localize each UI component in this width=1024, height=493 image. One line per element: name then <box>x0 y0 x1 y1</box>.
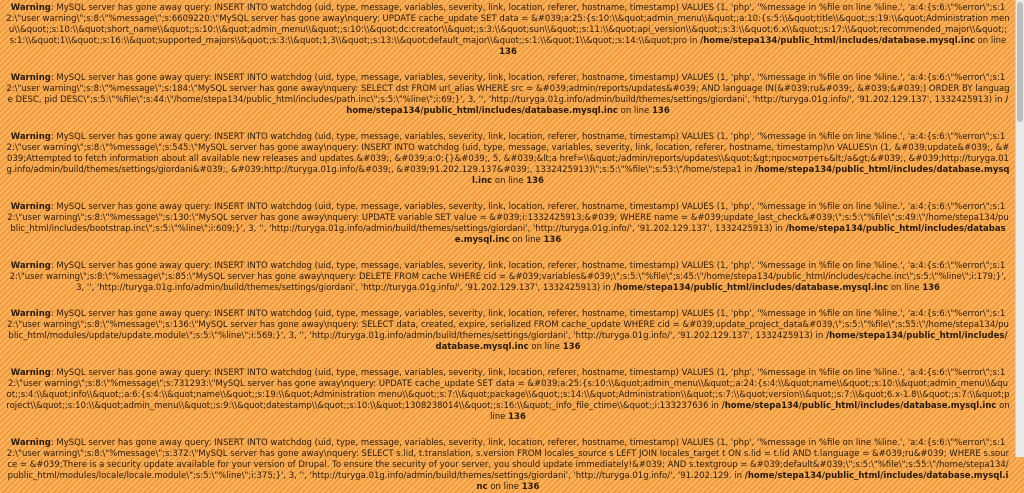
warning-label: Warning <box>10 438 51 448</box>
warning-file-path: /home/stepa134/public_html/includes/database.mysql.inc <box>700 36 975 46</box>
on-line-label: on line <box>890 283 920 293</box>
on-line-label: on line <box>512 235 541 245</box>
warning-line-number: 136 <box>543 235 562 245</box>
on-line-label: on line <box>490 401 1010 422</box>
warning-line-number: 136 <box>499 47 517 57</box>
warning-text: : MySQL server has gone away query: INSERT INTO watchdog (uid, type, message, variables, severity, link, location, referer, hostname, timestamp) VALUES (1, 'php', '%message in %file on line %line.', 'a:4:{s:6:\"%error\";s:12:\"user warning\";s:8:\"%message\";s:545:\"MySQL server has gone away\nquery: INSERT INTO watchdog (uid, type, message, variables, severity, link, location, referer, hostname, timestamp)\n VALUES\n (1, &#039;update&#039;, &#039;Attempted to fetch information about all available new releases and updates.&#039;, &#039;a:0:{}&#039;, 5, &#039;&lt;a href=\\&quot;/admin/reports/updates\\&quot;&gt;просмотреть&lt;/a&gt;&#039;, &#039;http://turyga.01g.info/admin/build/themes/settings/giordani&#039;, &#039;http://turyga.01g.info/&#039;, &#039;91.202.129.137&#039;, 1332425913)\";s:5:\"%file\";s:53:\"/home/stepa1 in <box>6 132 1010 175</box>
warning-message <box>6 73 1010 117</box>
on-line-label: on line <box>620 106 650 116</box>
warning-line-number: 136 <box>508 412 526 422</box>
warning-label: Warning <box>10 309 51 319</box>
on-line-label: on line <box>494 176 524 186</box>
warning-message <box>6 202 1010 246</box>
warning-message <box>6 261 1010 294</box>
warning-text: : MySQL server has gone away query: INSERT INTO watchdog (uid, type, message, variables, severity, link, location, referer, hostname, timestamp) VALUES (1, 'php', '%message in %file on line %line.', 'a:4:{s:6:\"%error\";s:12:\"user warning\";s:8:\"%message\";s:372:\"MySQL server has gone away\nquery: SELECT s.lid, t.translation, s.version FROM locales_source s LEFT JOIN locales_target t ON s.lid = t.lid AND t.language = &#039;ru&#039; WHERE s.source = &#039;There is a security update available for your version of Drupal. To ensure the security of your server, you should update immediately!&#039; AND s.textgroup = &#039;default&#039;\";s:5:\"%file\";s:55:\"/home/stepa134/public_html/modules/locale/locale.module\";s:5:\"%line\";i:375;}', 3, '', 'http://turyga.01g.info/admin/build/themes/settings/giordani', 'http://turyga.01g.info/', '91.202.129. in <box>6 438 1010 481</box>
warning-label: Warning <box>10 73 51 83</box>
warning-file-path: /home/stepa134/public_html/includes/database.mysql.inc <box>346 95 1009 116</box>
warning-file-path: /home/stepa134/public_html/includes/database.mysql.inc <box>435 331 1008 352</box>
warning-label: Warning <box>10 132 51 142</box>
warning-file-path: /home/stepa134/public_html/includes/database.mysql.inc <box>454 224 1006 245</box>
warning-message <box>6 368 1010 423</box>
warning-message <box>6 3 1010 58</box>
on-line-label: on line <box>531 342 561 352</box>
scrollbar-thumb[interactable] <box>1017 2 1023 122</box>
warning-line-number: 136 <box>562 342 581 352</box>
warning-text: : MySQL server has gone away query: INSERT INTO watchdog (uid, type, message, variables, severity, link, location, referer, hostname, timestamp) VALUES (1, 'php', '%message in %file on line %line.', 'a:4:{s:6:\"%error\";s:12:\"user warning\";s:8:\"%message\";s:184:\"MySQL server has gone away\nquery: SELECT dst FROM url_alias WHERE src = &#039;admin/reports/updates&#039; AND language IN(&#039;ru&#039;, &#039;&#039;) ORDER BY language DESC, pid DESC\";s:5:\"%file\";s:44:\"/home/stepa134/public_html/includes/path.inc\";s:5:\"%line\";i:69;}', 3, '', 'http://turyga.01g.info/admin/build/themes/settings/giordani', 'http://turyga.01g.info/', '91.202.129.137', 1332425913) in <box>6 73 1010 105</box>
warning-message <box>6 438 1010 493</box>
warning-text: : MySQL server has gone away query: INSERT INTO watchdog (uid, type, message, variables, severity, link, location, referer, hostname, timestamp) VALUES (1, 'php', '%message in %file on line %line.', 'a:4:{s:6:\"%error\";s:12:\"user warning\";s:8:\"%message\";s:731293:\"MySQL server has gone away\nquery: UPDATE cache_update SET data = &#039;a:25:{s:10:\\&quot;admin_menu\\&quot;;a:24:{s:4:\\&quot;name\\&quot;;s:10:\\&quot;admin_menu\\&quot;;s:4:\\&quot;info\\&quot;;a:6:{s:4:\\&quot;name\\&quot;;s:19:\\&quot;Administration menu\\&quot;;s:7:\\&quot;package\\&quot;;s:14:\\&quot;Administration\\&quot;;s:7:\\&quot;version\\&quot;;s:7:\\&quot;6.x-1.8\\&quot;;s:7:\\&quot;project\\&quot;;s:10:\\&quot;admin_menu\\&quot;;s:9:\\&quot;datestamp\\&quot;;s:10:\\&quot;1308238014\\&quot;;s:16:\\&quot;_info_file_ctime\\&quot;;i:133237636 in <box>6 368 1010 411</box>
warning-label: Warning <box>10 368 51 378</box>
warning-text: : MySQL server has gone away query: INSERT INTO watchdog (uid, type, message, variables, severity, link, location, referer, hostname, timestamp) VALUES (1, 'php', '%message in %file on line %line.', 'a:4:{s:6:\"%error\";s:12:\"user warning\";s:8:\"%message\";s:6609220:\"MySQL server has gone away\nquery: UPDATE cache_update SET data = &#039;a:25:{s:10:\\&quot;admin_menu\\&quot;;a:10:{s:5:\\&quot;title\\&quot;;s:19:\\&quot;Administration menu\\&quot;;s:10:\\&quot;short_name\\&quot;;s:10:\\&quot;admin_menu\\&quot;;s:10:\\&quot;dc:creator\\&quot;;s:3:\\&quot;sun\\&quot;;s:11:\\&quot;api_version\\&quot;;s:3:\\&quot;6.x\\&quot;;s:17:\\&quot;recommended_major\\&quot;;s:1:\\&quot;1\\&quot;;s:16:\\&quot;supported_majors\\&quot;;s:3:\\&quot;1,3\\&quot;;s:13:\\&quot;default_major\\&quot;;s:1:\\&quot;1\\&quot;;s:14:\\&quot;pro in <box>6 3 1010 46</box>
warning-label: Warning <box>10 202 51 212</box>
vertical-scrollbar[interactable] <box>1015 0 1024 457</box>
on-line-label: on line <box>977 36 1007 46</box>
warning-label: Warning <box>10 3 51 13</box>
warning-line-number: 136 <box>922 283 940 293</box>
warning-message <box>6 132 1010 187</box>
warning-text: : MySQL server has gone away query: INSERT INTO watchdog (uid, type, message, variables, severity, link, location, referer, hostname, timestamp) VALUES (1, 'php', '%message in %file on line %line.', 'a:4:{s:6:\"%error\";s:12:\"user warning\";s:8:\"%message\";s:85:\"MySQL server has gone away\nquery: DELETE FROM cache WHERE cid = &#039;variables&#039;\";s:5:\"%file\";s:45:\"/home/stepa134/public_html/includes/cache.inc\";s:5:\"%line\";i:179;}', 3, '', 'http://turyga.01g.info/admin/build/themes/settings/giordani', 'http://turyga.01g.info/', '91.202.129.137', 1332425913) in <box>9 261 1007 293</box>
warning-text: : MySQL server has gone away query: INSERT INTO watchdog (uid, type, message, variables, severity, link, location, referer, hostname, timestamp) VALUES (1, 'php', '%message in %file on line %line.', 'a:4:{s:6:\"%error\";s:12:\"user warning\";s:8:\"%message\";s:130:\"MySQL server has gone away\nquery: UPDATE variable SET value = &#039;i:1332425913;&#039; WHERE name = &#039;update_last_check&#039;\";s:5:\"%file\";s:49:\"/home/stepa134/public_html/includes/bootstrap.inc\";s:5:\"%line\";i:609;}', 3, '', 'http://turyga.01g.info/admin/build/themes/settings/giordani', 'http://turyga.01g.info/', '91.202.129.137', 1332425913) in <box>7 202 1009 234</box>
warning-label: Warning <box>10 261 51 271</box>
warning-line-number: 136 <box>651 106 670 116</box>
warning-file-path: /home/stepa134/public_html/includes/database.mysql.inc <box>472 165 1010 186</box>
warning-message <box>6 309 1010 353</box>
warning-line-number: 136 <box>521 482 540 492</box>
warning-file-path: /home/stepa134/public_html/includes/database.mysql.inc <box>476 471 1009 492</box>
warning-file-path: /home/stepa134/public_html/includes/database.mysql.inc <box>721 401 997 411</box>
warning-file-path: /home/stepa134/public_html/includes/database.mysql.inc <box>613 283 889 293</box>
warning-text: : MySQL server has gone away query: INSERT INTO watchdog (uid, type, message, variables, severity, link, location, referer, hostname, timestamp) VALUES (1, 'php', '%message in %file on line %line.', 'a:4:{s:6:\"%error\";s:12:\"user warning\";s:8:\"%message\";s:136:\"MySQL server has gone away\nquery: SELECT data, created, expire, serialized FROM cache_update WHERE cid = &#039;update_project_data&#039;\";s:5:\"%file\";s:55:\"/home/stepa134/public_html/modules/update/update.module\";s:5:\"%line\";i:569;}', 3, '', 'http://turyga.01g.info/admin/build/themes/settings/giordani', 'http://turyga.01g.info/', '91.202.129.137', 1332425913) in <box>7 309 1009 341</box>
warning-line-number: 136 <box>526 176 544 186</box>
on-line-label: on line <box>490 482 519 492</box>
